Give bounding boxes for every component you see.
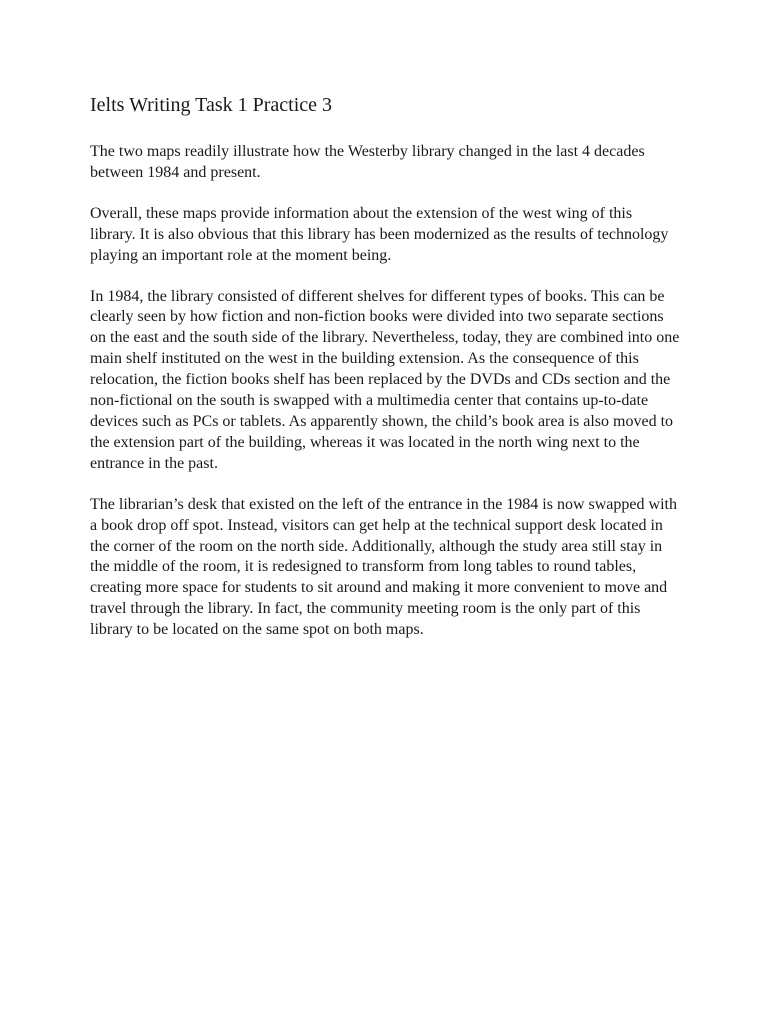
- document-page: [90, 92, 680, 661]
- paragraph-body-2: The librarian’s desk that existed on the left of the entrance in the 1984 is now swapped with a book drop off spot. Instead, visitors can get help at the technical support desk located in the corner of the room on the north side. Additionally, although the study area still stay in the middle of the room, it is redesigned to transform from long tables to round tables, creating more space for students to sit around and making it more convenient to move and travel through the library. In fact, the community meeting room is the only part of this library to be located on the same spot on both maps.: [90, 495, 677, 639]
- document-title: Ielts Writing Task 1 Practice 3: [90, 94, 333, 116]
- paragraph-overview: Overall, these maps provide information about the extension of the west wing of this library. It is also obvious that this library has been modernized as the results of technology playing an important role at the moment being.: [90, 204, 669, 264]
- paragraph-intro: The two maps readily illustrate how the Westerby library changed in the last 4 decades between 1984 and present.: [90, 143, 645, 181]
- paragraph-body-1: In 1984, the library consisted of different shelves for different types of books. This can be clearly seen by how fiction and non-fiction books were divided into two separate sections on the east and the south side of the library. Nevertheless, today, they are combined into one main shelf instituted on the west in the building extension. As the consequence of this relocation, the fiction books shelf has been replaced by the DVDs and CDs section and the non-fictional on the south is swapped with a multimedia center that contains up-to-date devices such as PCs or tablets. As apparently shown, the child’s book area is also moved to the extension part of the building, whereas it was located in the north wing next to the entrance in the past.: [90, 287, 680, 472]
